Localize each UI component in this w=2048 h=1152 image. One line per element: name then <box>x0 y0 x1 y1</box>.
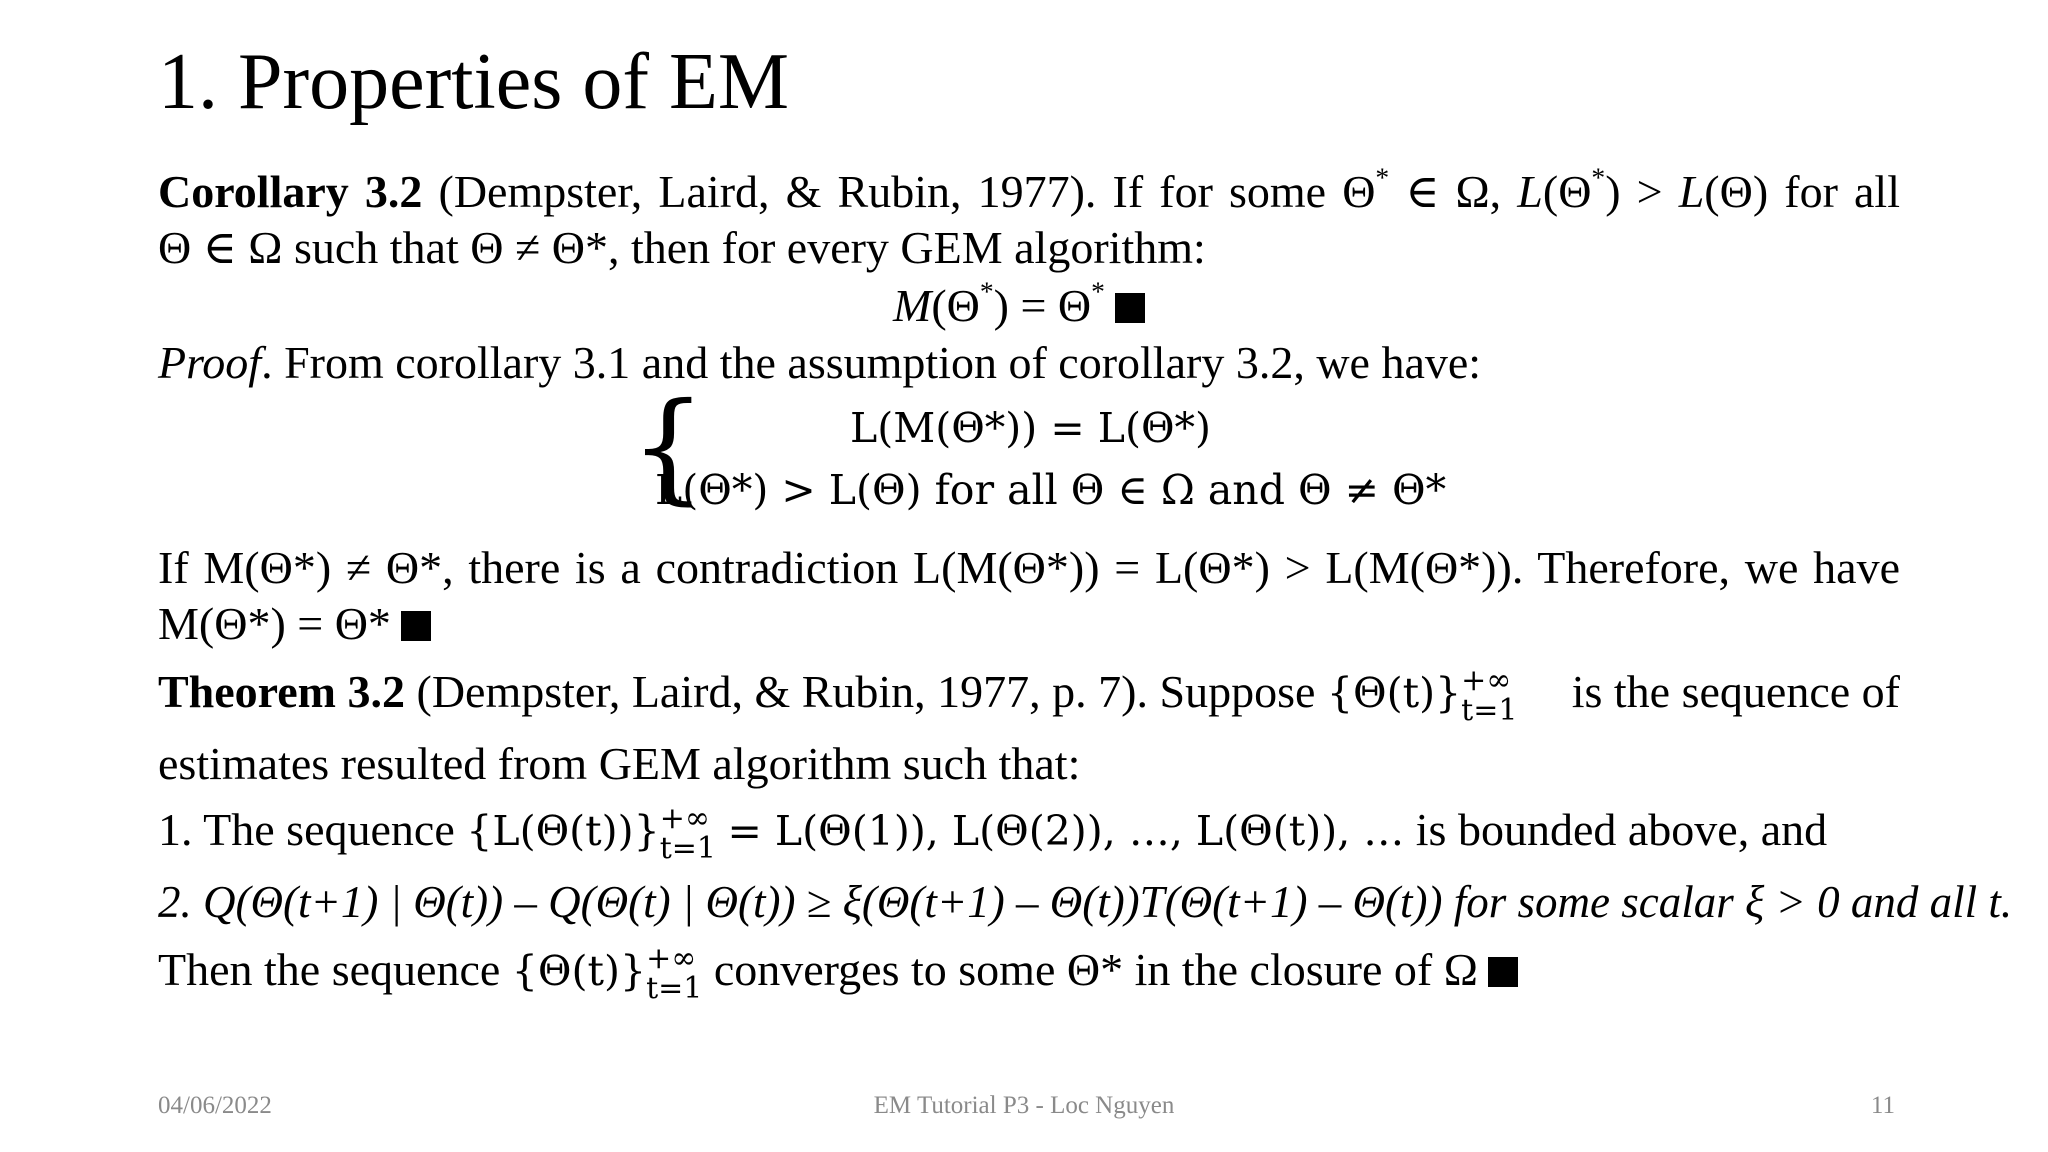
system-line-1: L(M(Θ*)) = L(Θ*) <box>850 404 1212 452</box>
footer-title: EM Tutorial P3 - Loc Nguyen <box>873 1092 1175 1119</box>
theorem-conclusion: Then the sequence {Θ(t)} +∞ t=1 converges to some Θ* in the closure of Ω <box>158 942 1518 1004</box>
contradiction-line-1: If M(Θ*) ≠ Θ*, there is a contradiction L(M(Θ*)) = L(Θ*) > L(M(Θ*)). Therefore, we have <box>158 542 1900 593</box>
theorem-label: Theorem 3.2 <box>158 666 406 717</box>
qed-square-icon <box>401 611 431 641</box>
corollary-line-2: Θ ∈ Ω such that Θ ≠ Θ*, then for every GEM algorithm: <box>158 222 1206 273</box>
footer-page-number: 11 <box>1870 1092 1895 1119</box>
qed-square-icon <box>1488 957 1518 987</box>
theorem-item-2: 2. Q(Θ(t+1) | Θ(t)) – Q(Θ(t) | Θ(t)) ≥ ξ(Θ(t+1) – Θ(t))T(Θ(t+1) – Θ(t)) for some scalar ξ > 0 and all t. <box>158 877 2013 927</box>
contradiction-line-2: M(Θ*) = Θ* <box>158 596 431 652</box>
left-brace-icon: { <box>630 378 707 517</box>
theorem-line-1: Theorem 3.2 (Dempster, Laird, & Rubin, 1977, p. 7). Suppose {Θ(t)} +∞ t=1 is the sequence of <box>158 663 1900 729</box>
proof-line: Proof. From corollary 3.1 and the assumption of corollary 3.2, we have: <box>158 337 1482 388</box>
slide-title: 1. Properties of EM <box>158 38 790 126</box>
qed-square-icon <box>1115 293 1145 323</box>
corollary-equation: M(Θ*) = Θ* <box>893 278 1145 334</box>
system-line-2: L(Θ*) > L(Θ) for all Θ ∈ Ω and Θ ≠ Θ* <box>655 466 1447 514</box>
equation-system <box>630 378 1447 534</box>
corollary-line-1: Corollary 3.2 (Dempster, Laird, & Rubin, 1977). If for some Θ* ∈ Ω, L(Θ*) > L(Θ) for all <box>158 161 1900 217</box>
footer-date: 04/06/2022 <box>158 1092 272 1119</box>
theorem-line-2: estimates resulted from GEM algorithm such that: <box>158 738 1081 789</box>
corollary-label: Corollary 3.2 <box>158 166 423 217</box>
theorem-item-1: 1. The sequence {L(Θ(t))} +∞ t=1 = L(Θ(1)), L(Θ(2)), …, L(Θ(t)), … is bounded above, and <box>158 801 1828 867</box>
proof-label: Proof <box>158 337 262 388</box>
